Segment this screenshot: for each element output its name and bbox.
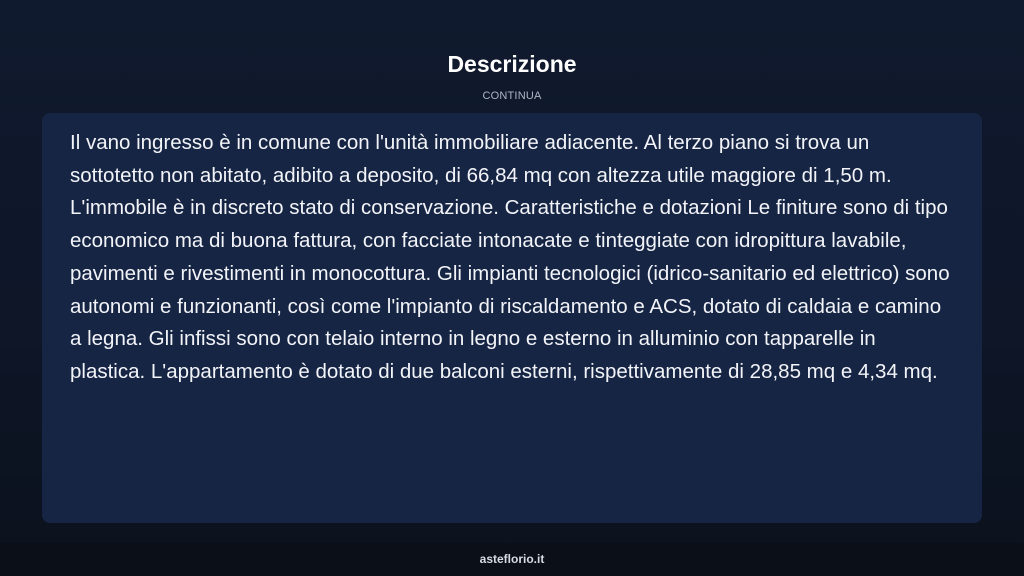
description-card [42, 113, 982, 523]
footer-site-name: asteflorio.it [0, 543, 1024, 576]
description-text: Il vano ingresso è in comune con l'unità immobiliare adiacente. Al terzo piano si trova un sottotetto non abitato, adibito a deposito, di 66,84 mq con altezza utile maggiore di 1,50 m. L'immobile è in discreto stato di conservazione. Caratteristiche e dotazioni Le finiture sono di tipo economico ma di buona fattura, con facciate intonacate e tinteggiate con idropittura lavabile, pavimenti e rivestimenti in monocottura. Gli impianti tecnologici (idrico-sanitario ed elettrico) sono autonomi e funzionanti, così come l'impianto di riscaldamento e ACS, dotato di caldaia e camino a legna. Gli infissi sono con telaio interno in legno e esterno in alluminio con tapparelle in plastica. L'appartamento è dotato di due balconi esterni, rispettivamente di 28,85 mq e 4,34 mq. [70, 131, 950, 383]
continue-label: CONTINUA [482, 90, 542, 102]
page-title: Descrizione [447, 51, 577, 77]
